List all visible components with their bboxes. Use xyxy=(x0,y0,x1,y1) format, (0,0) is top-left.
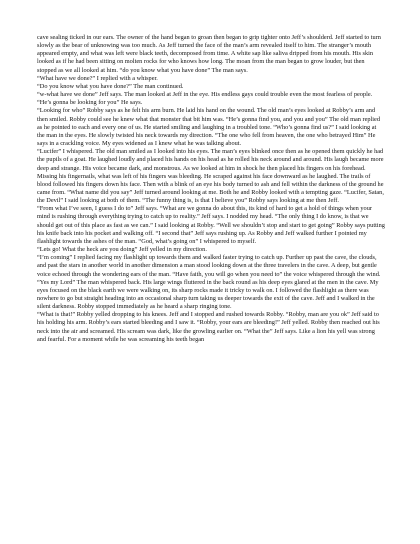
paragraph: “What have we done?” I replied with a whisper. xyxy=(37,74,158,82)
paragraph: cave sealing ticked in our ears. The owner of the hand began to groan then began to grip tighter onto Jeff’s shoulderd. Jeff started to turn slowly as the bear of unknowing was too much. As Jeff turned the face of the man’s arm revealed itself to him. The stranger’s mouth appeared empty, and what was left were black teeth, decomposed from time. A white sap like saliva dripped from his mouth. His skin looked as if he had been sitting on molten rocks for who knows how long. The moan from the man began to grow louder, but then stopped as we all looked at him. “do you know what you have done” The man says. xyxy=(37,34,381,74)
paragraph: “I’m coming” I replied facing my flashlight up towards them and walked faster trying to catch up. Further up past the cave, the clouds, and past the stars in another world in another dimension a man stood looking down at the three travelers in the cave. A deep, but gentle voice echoed through the wondering ears of the man. “Have faith, you will go when you need to” the voice whispered through the wind. xyxy=(37,254,381,278)
document-page xyxy=(37,34,385,534)
paragraph: “Yes my Lord” The man whispered back. His large wings fluttered in the back round as his deep eyes glared at the men in the cave. My eyes focused on the black earth we were walking on, its sharp rocks made it tricky to walk on. I followed the flashlight as there was nowhere to go but straight heading into an occasional sharp turn taking us deeper towards the exit of the cave. Jeff and I walked in the silent darkness. Robby stopped immediately as he heard a sharp ringing tone. xyxy=(37,278,379,311)
paragraph: “w-what have we done” Jeff says. The man looked at Jeff in the eye. His endless gays could trouble even the most fearless of people. “He’s gonna be looking for you” He says. xyxy=(37,91,373,107)
paragraph: “Do you know what you have done?” The man continued. xyxy=(37,82,184,90)
paragraph: “What is that!” Robby yelled dropping to his knees. Jeff and I stopped and rushed towards Robby. “Robby, man are you ok” Jeff said to his holding his arm. Robby’s ears started bleeding and I saw it. “Robby, your ears are bleeding!” Jeff yelled. Robby then reached out his neck into the air and screamed. His scream was dark, like the growling earlier on. “What the” Jeff says. Like a lion his yell was strong and fearful. For a moment while he was screaming his teeth began xyxy=(37,311,380,343)
paragraph: “From what I’ve seen, I guess I do to” Jeff says. “What are we gonna do about this, its kind of hard to get a hold of things when your mind is rushing through everything trying to catch up to reality.” Jeff says. I nodded my head. “The only thing I do know, is that we should get out of this place as fast as we can.” I said looking at Robby. “Well we shouldn’t stop and start to get going” Robby says putting his knife back into his pocket and walking off. “I second that” Jeff says rushing up. As Robby and Jeff walked further I pointed my flashlight towards the ashes of the man. “God, what’s going on” I whispered to myself. xyxy=(37,205,385,245)
paragraph: “Lucifer” I whispered. The old man smiled as I looked into his eyes. The man’s eyes blinked once then as he opened them quickly he had the pupils of a goat. He laughed loudly and placed his hands on his head as he rolled his neck around and around. His laugh became more deep and strange. His voice became dark, and monstrous. As we looked at him in shock he then placed his fingers on his forehead. Missing his fingernails, what was left of his fingers was bleeding. He scraped against his face downward as he laughed. The trails of blood followed his fingers down his face. Then with a blink of an eye his body turned to ash and fell within the darkness of the ground he came from. “What name did you say” Jeff turned around looking at me. Both he and Robby looked with a tempting gaze. “Lucifer, Satan, the Devil” I said looking at both of them. “The funny thing is, is that I believe you” Robby says looking at me then Jeff. xyxy=(37,148,384,205)
paragraph: “Looking for who” Robby says as he felt his arm burn. He laid his hand on the wound. The old man’s eyes looked at Robby’s arm and then smiled. Robby could see he knew what that monster that bit him was. “He’s gonna find you, and you and you” The old man replied as he pointed to each and every one of us. He started smiling and laughing in a troubled tone. “Who’s gonna find us?” I said looking at the man in the eyes. He slowly twisted his neck towards my direction. “The one who fell from heaven, the one who betrayed Him” He says in a crackling voice. My eyes widened as I knew what he was talking about. xyxy=(37,107,380,148)
paragraph: “Lets go! What the heck are you doing” Jeff yelled in my direction. xyxy=(37,246,207,254)
